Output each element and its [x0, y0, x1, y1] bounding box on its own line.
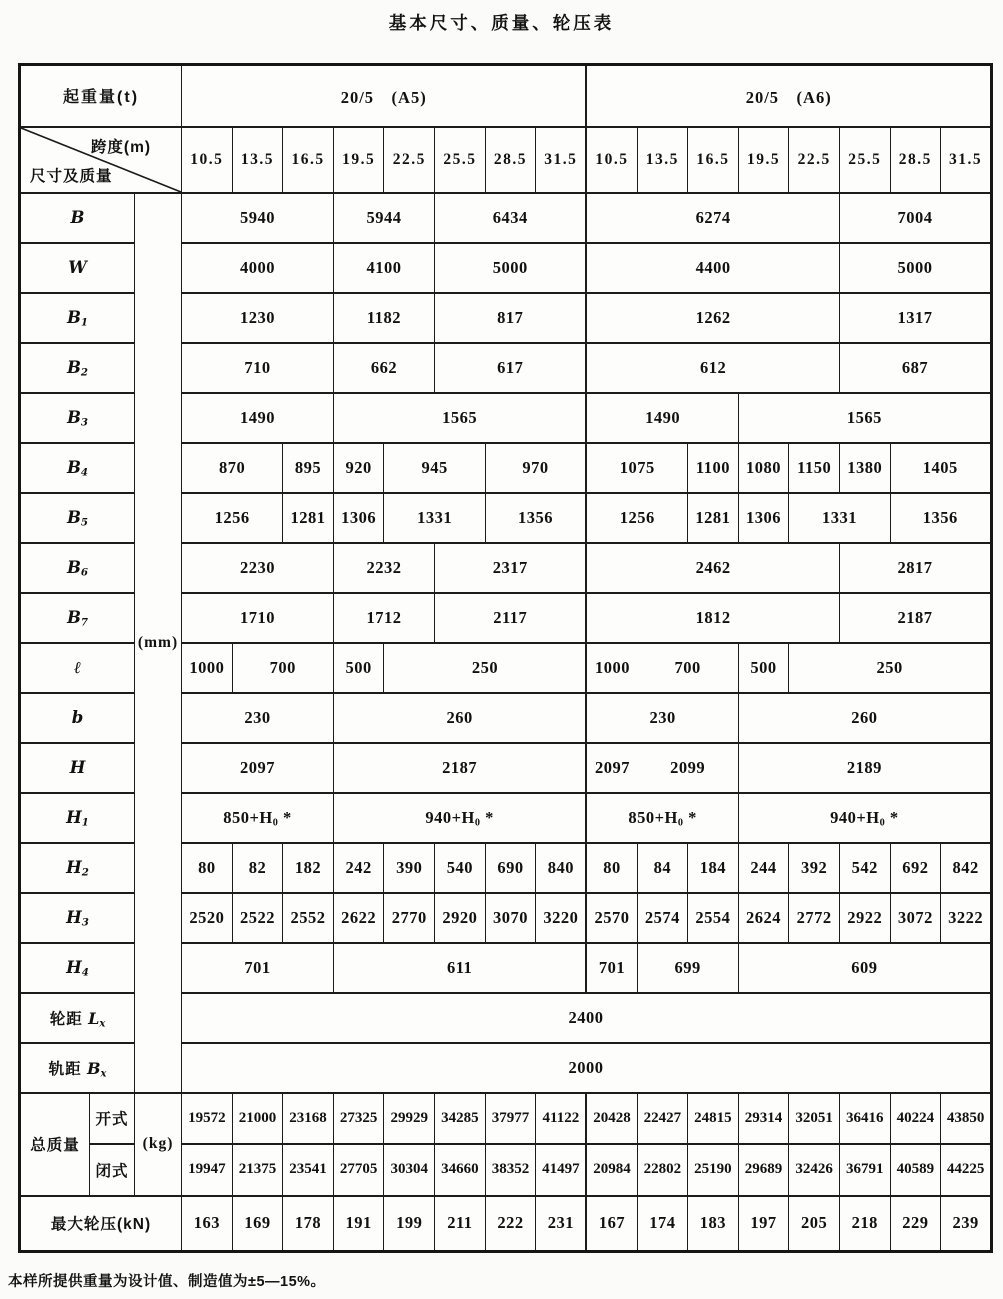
data-cell: 609 [738, 943, 991, 993]
data-cell: 182 [283, 843, 334, 893]
data-cell: 229 [890, 1196, 941, 1252]
data-cell: 2400 [182, 993, 992, 1043]
data-cell: 3222 [941, 893, 992, 943]
data-cell: 230 [586, 693, 738, 743]
footnote: 本样所提供重量为设计值、制造值为±5—15%。 [8, 1274, 326, 1290]
diagonal-bottom-label: 尺寸及质量 [30, 167, 113, 185]
data-cell: 27705 [333, 1144, 384, 1196]
data-cell: 392 [789, 843, 840, 893]
data-cell: 2189 [738, 743, 991, 793]
data-cell: 218 [839, 1196, 890, 1252]
data-cell: 250 [789, 643, 992, 693]
data-cell: 205 [789, 1196, 840, 1252]
data-cell: 239 [941, 1196, 992, 1252]
data-cell: 700 [232, 643, 333, 693]
data-cell: 2770 [384, 893, 435, 943]
data-cell: 1405 [890, 443, 991, 493]
data-cell: 817 [435, 293, 587, 343]
data-cell: 211 [435, 1196, 486, 1252]
data-cell: 1712 [333, 593, 434, 643]
diagonal-top-label: 跨度(m) [90, 138, 152, 156]
data-cell: 4000 [182, 243, 334, 293]
table-row [20, 1196, 992, 1252]
row-label: b [20, 693, 135, 743]
mass-label: 总质量 [20, 1093, 90, 1196]
data-cell: 2817 [839, 543, 991, 593]
row-label: W [20, 243, 135, 293]
data-cell: 222 [485, 1196, 536, 1252]
data-cell: 250 [384, 643, 586, 693]
data-cell: 1262 [586, 293, 839, 343]
row-label: B [20, 193, 135, 243]
data-cell: 34285 [435, 1093, 486, 1144]
data-cell: 5000 [839, 243, 991, 293]
data-cell: 1565 [738, 393, 991, 443]
data-cell: 2920 [435, 893, 486, 943]
row-label-symbol: $B_x$ [86, 1058, 107, 1079]
data-cell: 21000 [232, 1093, 283, 1144]
data-cell: 2624 [738, 893, 789, 943]
header-group: 20/5 (A6) [586, 65, 991, 127]
data-cell: 23168 [283, 1093, 334, 1144]
data-cell: 2574 [637, 893, 688, 943]
data-cell: $850+H_0$ * [586, 793, 738, 843]
data-value: 1000 [594, 657, 630, 677]
data-cell: 5000 [435, 243, 587, 293]
data-cell: 43850 [941, 1093, 992, 1144]
data-cell: 29929 [384, 1093, 435, 1144]
data-cell: 1565 [333, 393, 586, 443]
data-cell: 970 [485, 443, 586, 493]
data-cell: 2230 [182, 543, 334, 593]
data-cell: 3220 [536, 893, 587, 943]
data-cell: 699 [637, 943, 738, 993]
data-cell: 1256 [586, 493, 687, 543]
data-cell: 29689 [738, 1144, 789, 1196]
row-label: $B_6$ [20, 543, 135, 593]
table-row [20, 193, 992, 243]
data-cell: 199 [384, 1196, 435, 1252]
data-cell: 29314 [738, 1093, 789, 1144]
data-cell: 19572 [182, 1093, 233, 1144]
col-header: 19.5 [738, 127, 789, 193]
page-title: 基本尺寸、质量、轮压表 [388, 13, 615, 33]
data-cell: 2317 [435, 543, 587, 593]
data-cell: 500 [738, 643, 789, 693]
data-cell: 1281 [283, 493, 334, 543]
col-header: 10.5 [182, 127, 233, 193]
data-cell: 40589 [890, 1144, 941, 1196]
data-cell: 84 [637, 843, 688, 893]
data-cell: 22427 [637, 1093, 688, 1144]
data-cell: 2522 [232, 893, 283, 943]
col-header: 28.5 [485, 127, 536, 193]
data-cell: 3070 [485, 893, 536, 943]
table-row [20, 1093, 992, 1144]
data-cell: 244 [738, 843, 789, 893]
data-cell: 390 [384, 843, 435, 893]
data-cell: 197 [738, 1196, 789, 1252]
col-header: 22.5 [384, 127, 435, 193]
data-cell: 24815 [688, 1093, 739, 1144]
data-value: 2097 [594, 757, 630, 777]
split-values [587, 658, 737, 678]
data-cell: 82 [232, 843, 283, 893]
split-values [587, 758, 737, 778]
data-cell: 1490 [182, 393, 334, 443]
spec-table [18, 63, 993, 1253]
data-cell: 7004 [839, 193, 991, 243]
data-cell: 260 [738, 693, 991, 743]
data-cell: 2520 [182, 893, 233, 943]
data-cell: 178 [283, 1196, 334, 1252]
data-cell: 6434 [435, 193, 587, 243]
row-label: $H_1$ [20, 793, 135, 843]
data-cell: 2232 [333, 543, 434, 593]
data-cell: 23541 [283, 1144, 334, 1196]
data-value: 700 [674, 657, 701, 677]
row-label-text: 轨距 [48, 1060, 87, 1078]
data-cell: 1080 [738, 443, 789, 493]
data-cell: 1306 [333, 493, 384, 543]
data-cell: 1256 [182, 493, 283, 543]
row-label: ℓ [20, 643, 135, 693]
data-cell: 169 [232, 1196, 283, 1252]
data-cell: 2462 [586, 543, 839, 593]
data-cell: 4400 [586, 243, 839, 293]
data-cell: 1182 [333, 293, 434, 343]
row-label: H [20, 743, 135, 793]
unit-kg-cell: (kg) [135, 1093, 182, 1196]
col-header: 25.5 [839, 127, 890, 193]
data-cell: 2622 [333, 893, 384, 943]
row-label-text: 轮距 [49, 1010, 89, 1028]
row-label: $B_1$ [20, 293, 135, 343]
col-header: 22.5 [789, 127, 840, 193]
col-header: 31.5 [941, 127, 992, 193]
unit-mm-cell: (mm) [135, 193, 182, 1093]
data-cell: 80 [586, 843, 637, 893]
data-cell: 36791 [839, 1144, 890, 1196]
row-label [20, 993, 135, 1043]
mass-type-label: 闭式 [90, 1144, 135, 1196]
data-cell: 40224 [890, 1093, 941, 1144]
data-cell: 945 [384, 443, 485, 493]
data-cell: 80 [182, 843, 233, 893]
data-cell: 44225 [941, 1144, 992, 1196]
row-label-symbol: $L_x$ [88, 1008, 106, 1029]
col-header: 13.5 [232, 127, 283, 193]
data-cell: 2552 [283, 893, 334, 943]
data-cell: 540 [435, 843, 486, 893]
row-label: $B_3$ [20, 393, 135, 443]
data-cell: 37977 [485, 1093, 536, 1144]
data-cell: 895 [283, 443, 334, 493]
data-cell: 38352 [485, 1144, 536, 1196]
row-label: $B_5$ [20, 493, 135, 543]
data-cell: 701 [586, 943, 637, 993]
col-header: 31.5 [536, 127, 587, 193]
header-group: 20/5 (A5) [182, 65, 587, 127]
data-cell: 1812 [586, 593, 839, 643]
data-cell: 21375 [232, 1144, 283, 1196]
data-cell: 612 [586, 343, 839, 393]
data-cell: 6274 [586, 193, 839, 243]
data-cell: 5940 [182, 193, 334, 243]
data-cell: 1710 [182, 593, 334, 643]
header-capacity: 起重量(t) [20, 65, 182, 127]
data-cell: 500 [333, 643, 384, 693]
data-cell: 687 [839, 343, 991, 393]
data-cell [586, 743, 738, 793]
data-cell: 36416 [839, 1093, 890, 1144]
row-label: $H_4$ [20, 943, 135, 993]
row-label: $H_2$ [20, 843, 135, 893]
col-header: 19.5 [333, 127, 384, 193]
data-cell: 2772 [789, 893, 840, 943]
data-cell: 191 [333, 1196, 384, 1252]
data-cell: 1490 [586, 393, 738, 443]
data-cell: 22802 [637, 1144, 688, 1196]
col-header: 10.5 [586, 127, 637, 193]
data-cell: 1331 [384, 493, 485, 543]
col-header: 28.5 [890, 127, 941, 193]
data-cell: 870 [182, 443, 283, 493]
span-header-row [20, 127, 992, 193]
mass-type-label: 开式 [90, 1093, 135, 1144]
data-cell: 1100 [688, 443, 739, 493]
data-cell: 2097 [182, 743, 334, 793]
data-cell: 1380 [839, 443, 890, 493]
data-cell: 167 [586, 1196, 637, 1252]
data-cell: 1000 [182, 643, 233, 693]
row-label: $B_7$ [20, 593, 135, 643]
data-cell: 2570 [586, 893, 637, 943]
data-cell: 617 [435, 343, 587, 393]
data-cell: $850+H_0$ * [182, 793, 334, 843]
col-header: 13.5 [637, 127, 688, 193]
data-cell: 163 [182, 1196, 233, 1252]
data-cell: 184 [688, 843, 739, 893]
data-cell: 701 [182, 943, 334, 993]
data-cell: 2187 [839, 593, 991, 643]
row-label [20, 1043, 135, 1093]
row-label: $B_2$ [20, 343, 135, 393]
data-cell: 32426 [789, 1144, 840, 1196]
data-cell: 30304 [384, 1144, 435, 1196]
data-cell: 32051 [789, 1093, 840, 1144]
data-cell: 34660 [435, 1144, 486, 1196]
row-label: $B_4$ [20, 443, 135, 493]
data-cell [586, 643, 738, 693]
col-header: 16.5 [283, 127, 334, 193]
data-cell: 1281 [688, 493, 739, 543]
data-cell: $940+H_0$ * [738, 793, 991, 843]
diagonal-cell [20, 127, 182, 193]
data-value: 2099 [670, 757, 706, 777]
data-cell: 690 [485, 843, 536, 893]
data-cell: 20428 [586, 1093, 637, 1144]
col-header: 16.5 [688, 127, 739, 193]
data-cell: 1306 [738, 493, 789, 543]
header-row [20, 65, 992, 127]
data-cell: 1331 [789, 493, 890, 543]
data-cell: 41497 [536, 1144, 587, 1196]
data-cell: 174 [637, 1196, 688, 1252]
data-cell: 231 [536, 1196, 587, 1252]
data-cell: 260 [333, 693, 586, 743]
data-cell: 710 [182, 343, 334, 393]
data-cell: 230 [182, 693, 334, 743]
data-cell: 1317 [839, 293, 991, 343]
data-cell: 4100 [333, 243, 434, 293]
data-cell: 2554 [688, 893, 739, 943]
col-header: 25.5 [435, 127, 486, 193]
data-cell: 242 [333, 843, 384, 893]
data-cell: 842 [941, 843, 992, 893]
data-cell: 920 [333, 443, 384, 493]
data-cell: 840 [536, 843, 587, 893]
data-cell: $940+H_0$ * [333, 793, 586, 843]
data-cell: 611 [333, 943, 586, 993]
data-cell: 2117 [435, 593, 587, 643]
data-cell: 1075 [586, 443, 687, 493]
row-label: $H_3$ [20, 893, 135, 943]
data-cell: 1356 [890, 493, 991, 543]
data-cell: 692 [890, 843, 941, 893]
data-cell: 2922 [839, 893, 890, 943]
data-cell: 3072 [890, 893, 941, 943]
data-cell: 20984 [586, 1144, 637, 1196]
data-cell: 2187 [333, 743, 586, 793]
data-cell: 41122 [536, 1093, 587, 1144]
data-cell: 542 [839, 843, 890, 893]
data-cell: 662 [333, 343, 434, 393]
data-cell: 25190 [688, 1144, 739, 1196]
data-cell: 19947 [182, 1144, 233, 1196]
data-cell: 27325 [333, 1093, 384, 1144]
data-cell: 183 [688, 1196, 739, 1252]
data-cell: 1230 [182, 293, 334, 343]
data-cell: 1150 [789, 443, 840, 493]
table-body [20, 65, 992, 1252]
data-cell: 2000 [182, 1043, 992, 1093]
wheel-pressure-label: 最大轮压(kN) [20, 1196, 182, 1252]
data-cell: 5944 [333, 193, 434, 243]
data-cell: 1356 [485, 493, 586, 543]
